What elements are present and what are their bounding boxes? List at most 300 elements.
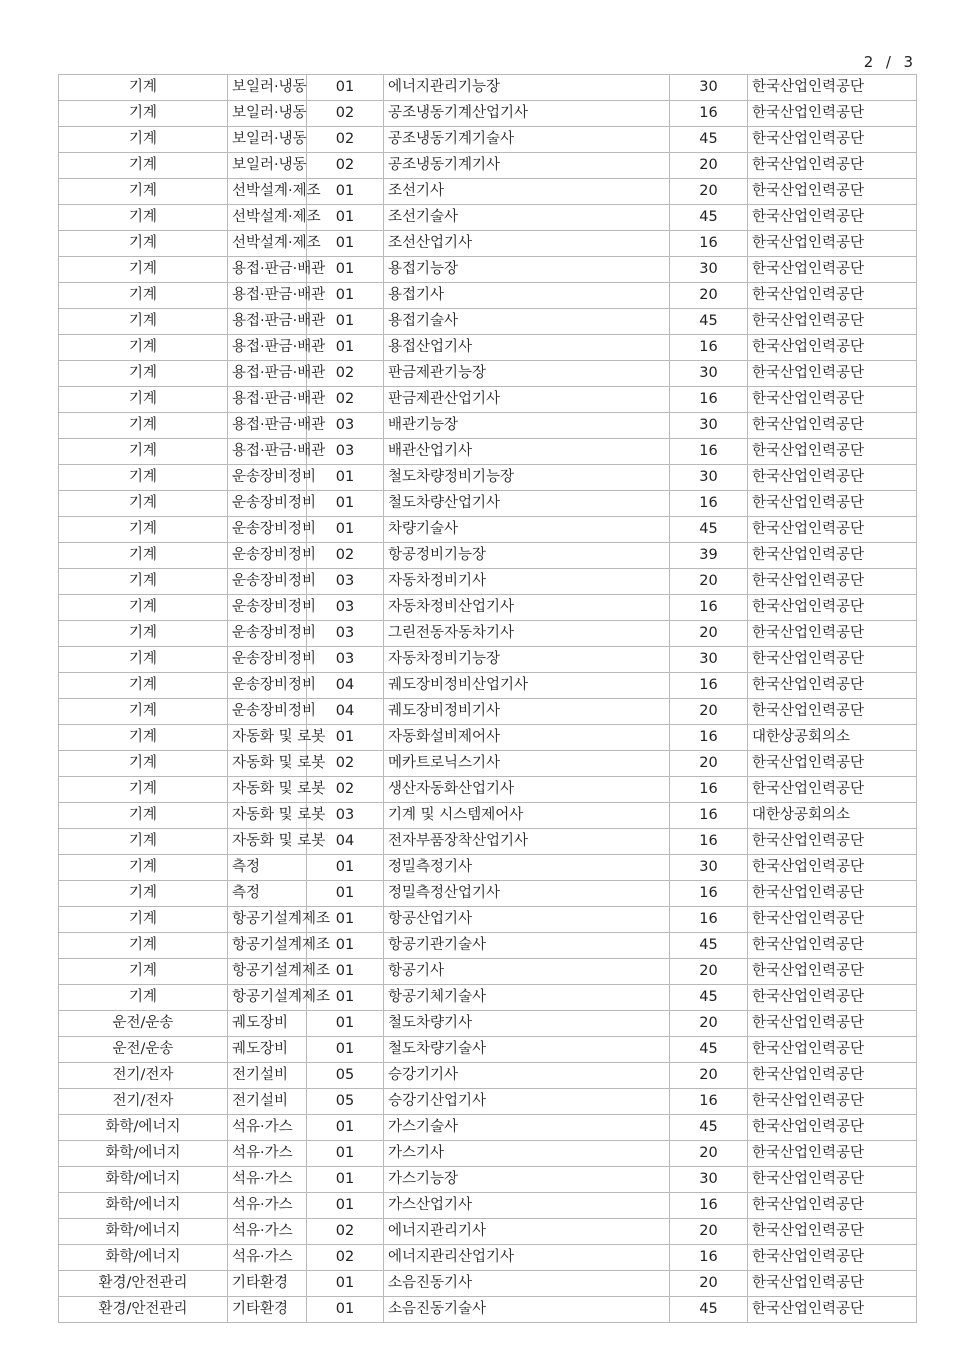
code-cell: 03 xyxy=(307,413,384,439)
table-row xyxy=(59,75,917,101)
table-row xyxy=(59,621,917,647)
subfield-cell: 석유·가스 xyxy=(228,1193,307,1219)
code-cell: 01 xyxy=(307,335,384,361)
organization-cell: 한국산업인력공단 xyxy=(748,491,917,517)
table-row xyxy=(59,1063,917,1089)
field-cell: 화학/에너지 xyxy=(59,1141,228,1167)
credit-cell: 20 xyxy=(670,751,748,777)
subfield-cell: 자동화 및 로봇 xyxy=(228,751,307,777)
field-cell: 기계 xyxy=(59,829,228,855)
code-cell: 04 xyxy=(307,699,384,725)
subfield-cell: 용접·판금·배관 xyxy=(228,283,307,309)
organization-cell: 대한상공회의소 xyxy=(748,803,917,829)
certificate-name-cell: 전자부품장착산업기사 xyxy=(384,829,670,855)
credit-cell: 45 xyxy=(670,127,748,153)
organization-cell: 한국산업인력공단 xyxy=(748,1037,917,1063)
subfield-cell: 운송장비정비 xyxy=(228,673,307,699)
credit-cell: 45 xyxy=(670,205,748,231)
certificate-name-cell: 항공기체기술사 xyxy=(384,985,670,1011)
subfield-cell: 보일러·냉동 xyxy=(228,75,307,101)
table-row xyxy=(59,283,917,309)
organization-cell: 한국산업인력공단 xyxy=(748,127,917,153)
certificate-name-cell: 철도차량기술사 xyxy=(384,1037,670,1063)
table-row xyxy=(59,205,917,231)
table-row xyxy=(59,959,917,985)
organization-cell: 한국산업인력공단 xyxy=(748,933,917,959)
field-cell: 기계 xyxy=(59,517,228,543)
credit-cell: 16 xyxy=(670,231,748,257)
organization-cell: 한국산업인력공단 xyxy=(748,1167,917,1193)
organization-cell: 한국산업인력공단 xyxy=(748,777,917,803)
page-number: 2 / 3 xyxy=(863,53,914,71)
field-cell: 기계 xyxy=(59,699,228,725)
subfield-cell: 기타환경 xyxy=(228,1271,307,1297)
subfield-cell: 석유·가스 xyxy=(228,1167,307,1193)
organization-cell: 한국산업인력공단 xyxy=(748,699,917,725)
field-cell: 기계 xyxy=(59,725,228,751)
organization-cell: 한국산업인력공단 xyxy=(748,1141,917,1167)
subfield-cell: 용접·판금·배관 xyxy=(228,335,307,361)
table-row xyxy=(59,881,917,907)
table-row xyxy=(59,647,917,673)
credit-cell: 16 xyxy=(670,387,748,413)
organization-cell: 한국산업인력공단 xyxy=(748,205,917,231)
organization-cell: 한국산업인력공단 xyxy=(748,881,917,907)
subfield-cell: 항공기설계제조 xyxy=(228,985,307,1011)
field-cell: 기계 xyxy=(59,127,228,153)
code-cell: 01 xyxy=(307,1115,384,1141)
field-cell: 운전/운송 xyxy=(59,1037,228,1063)
credit-cell: 16 xyxy=(670,335,748,361)
credit-cell: 20 xyxy=(670,699,748,725)
code-cell: 01 xyxy=(307,1193,384,1219)
organization-cell: 한국산업인력공단 xyxy=(748,361,917,387)
table-row xyxy=(59,1297,917,1323)
organization-cell: 한국산업인력공단 xyxy=(748,647,917,673)
certificate-name-cell: 자동차정비기사 xyxy=(384,569,670,595)
table-row xyxy=(59,127,917,153)
field-cell: 기계 xyxy=(59,205,228,231)
organization-cell: 한국산업인력공단 xyxy=(748,309,917,335)
field-cell: 기계 xyxy=(59,543,228,569)
organization-cell: 한국산업인력공단 xyxy=(748,1245,917,1271)
table-row xyxy=(59,569,917,595)
subfield-cell: 석유·가스 xyxy=(228,1245,307,1271)
field-cell: 전기/전자 xyxy=(59,1063,228,1089)
code-cell: 01 xyxy=(307,75,384,101)
certificate-name-cell: 공조냉동기계산업기사 xyxy=(384,101,670,127)
credit-cell: 45 xyxy=(670,1297,748,1323)
credit-cell: 16 xyxy=(670,673,748,699)
table-row xyxy=(59,335,917,361)
table-row xyxy=(59,1193,917,1219)
credit-cell: 45 xyxy=(670,1115,748,1141)
credit-cell: 16 xyxy=(670,829,748,855)
field-cell: 기계 xyxy=(59,257,228,283)
credit-cell: 16 xyxy=(670,1193,748,1219)
table-row xyxy=(59,491,917,517)
subfield-cell: 기타환경 xyxy=(228,1297,307,1323)
certificate-name-cell: 기계 및 시스템제어사 xyxy=(384,803,670,829)
credit-cell: 45 xyxy=(670,517,748,543)
table-row xyxy=(59,1219,917,1245)
credit-cell: 30 xyxy=(670,465,748,491)
code-cell: 03 xyxy=(307,439,384,465)
field-cell: 기계 xyxy=(59,465,228,491)
certificate-name-cell: 용접기술사 xyxy=(384,309,670,335)
certificate-name-cell: 항공산업기사 xyxy=(384,907,670,933)
credit-cell: 20 xyxy=(670,569,748,595)
credit-cell: 16 xyxy=(670,595,748,621)
organization-cell: 대한상공회의소 xyxy=(748,725,917,751)
subfield-cell: 용접·판금·배관 xyxy=(228,387,307,413)
table-row xyxy=(59,257,917,283)
field-cell: 기계 xyxy=(59,153,228,179)
certificate-name-cell: 용접산업기사 xyxy=(384,335,670,361)
field-cell: 기계 xyxy=(59,335,228,361)
table-row xyxy=(59,1037,917,1063)
credit-cell: 20 xyxy=(670,959,748,985)
certificate-name-cell: 배관산업기사 xyxy=(384,439,670,465)
subfield-cell: 석유·가스 xyxy=(228,1141,307,1167)
field-cell: 기계 xyxy=(59,855,228,881)
field-cell: 화학/에너지 xyxy=(59,1115,228,1141)
table-row xyxy=(59,751,917,777)
credit-cell: 16 xyxy=(670,439,748,465)
subfield-cell: 항공기설계제조 xyxy=(228,959,307,985)
credit-cell: 20 xyxy=(670,1011,748,1037)
field-cell: 기계 xyxy=(59,803,228,829)
certificate-name-cell: 에너지관리기능장 xyxy=(384,75,670,101)
credit-cell: 45 xyxy=(670,1037,748,1063)
subfield-cell: 석유·가스 xyxy=(228,1115,307,1141)
subfield-cell: 자동화 및 로봇 xyxy=(228,829,307,855)
organization-cell: 한국산업인력공단 xyxy=(748,101,917,127)
credit-cell: 16 xyxy=(670,777,748,803)
organization-cell: 한국산업인력공단 xyxy=(748,1297,917,1323)
subfield-cell: 운송장비정비 xyxy=(228,647,307,673)
certificate-name-cell: 소음진동기술사 xyxy=(384,1297,670,1323)
code-cell: 02 xyxy=(307,127,384,153)
field-cell: 화학/에너지 xyxy=(59,1219,228,1245)
certificate-name-cell: 자동차정비기능장 xyxy=(384,647,670,673)
certificate-name-cell: 가스기술사 xyxy=(384,1115,670,1141)
organization-cell: 한국산업인력공단 xyxy=(748,387,917,413)
field-cell: 기계 xyxy=(59,673,228,699)
code-cell: 01 xyxy=(307,907,384,933)
subfield-cell: 전기설비 xyxy=(228,1089,307,1115)
code-cell: 03 xyxy=(307,595,384,621)
field-cell: 전기/전자 xyxy=(59,1089,228,1115)
code-cell: 03 xyxy=(307,569,384,595)
subfield-cell: 선박설계·제조 xyxy=(228,179,307,205)
table-row xyxy=(59,855,917,881)
certificate-name-cell: 메카트로닉스기사 xyxy=(384,751,670,777)
code-cell: 02 xyxy=(307,1245,384,1271)
organization-cell: 한국산업인력공단 xyxy=(748,231,917,257)
certificate-name-cell: 정밀측정기사 xyxy=(384,855,670,881)
code-cell: 02 xyxy=(307,387,384,413)
field-cell: 기계 xyxy=(59,439,228,465)
certificate-name-cell: 자동화설비제어사 xyxy=(384,725,670,751)
credit-cell: 45 xyxy=(670,309,748,335)
credit-cell: 20 xyxy=(670,1219,748,1245)
field-cell: 기계 xyxy=(59,621,228,647)
subfield-cell: 자동화 및 로봇 xyxy=(228,725,307,751)
certificate-name-cell: 공조냉동기계기술사 xyxy=(384,127,670,153)
table-row xyxy=(59,673,917,699)
certificate-name-cell: 항공기관기술사 xyxy=(384,933,670,959)
field-cell: 화학/에너지 xyxy=(59,1245,228,1271)
code-cell: 04 xyxy=(307,829,384,855)
table-row xyxy=(59,595,917,621)
certificate-name-cell: 가스산업기사 xyxy=(384,1193,670,1219)
certificate-name-cell: 조선기사 xyxy=(384,179,670,205)
table-row xyxy=(59,985,917,1011)
subfield-cell: 자동화 및 로봇 xyxy=(228,777,307,803)
credit-cell: 20 xyxy=(670,1063,748,1089)
table-row xyxy=(59,829,917,855)
table-row xyxy=(59,543,917,569)
credit-cell: 20 xyxy=(670,621,748,647)
code-cell: 02 xyxy=(307,1219,384,1245)
field-cell: 기계 xyxy=(59,569,228,595)
credit-cell: 30 xyxy=(670,647,748,673)
subfield-cell: 보일러·냉동 xyxy=(228,127,307,153)
organization-cell: 한국산업인력공단 xyxy=(748,569,917,595)
field-cell: 기계 xyxy=(59,595,228,621)
organization-cell: 한국산업인력공단 xyxy=(748,985,917,1011)
code-cell: 01 xyxy=(307,1271,384,1297)
field-cell: 기계 xyxy=(59,751,228,777)
certificate-name-cell: 철도차량산업기사 xyxy=(384,491,670,517)
certificate-name-cell: 용접기능장 xyxy=(384,257,670,283)
credit-cell: 30 xyxy=(670,413,748,439)
subfield-cell: 운송장비정비 xyxy=(228,543,307,569)
credit-cell: 16 xyxy=(670,881,748,907)
organization-cell: 한국산업인력공단 xyxy=(748,413,917,439)
field-cell: 기계 xyxy=(59,933,228,959)
credit-cell: 16 xyxy=(670,803,748,829)
certificate-name-cell: 판금제관산업기사 xyxy=(384,387,670,413)
credit-cell: 30 xyxy=(670,855,748,881)
credit-cell: 20 xyxy=(670,1271,748,1297)
subfield-cell: 측정 xyxy=(228,855,307,881)
table-row xyxy=(59,699,917,725)
organization-cell: 한국산업인력공단 xyxy=(748,1193,917,1219)
code-cell: 01 xyxy=(307,465,384,491)
certificate-name-cell: 항공기사 xyxy=(384,959,670,985)
field-cell: 기계 xyxy=(59,907,228,933)
table-row xyxy=(59,1245,917,1271)
certificate-name-cell: 궤도장비정비기사 xyxy=(384,699,670,725)
code-cell: 01 xyxy=(307,959,384,985)
credit-cell: 16 xyxy=(670,1089,748,1115)
certification-table xyxy=(58,74,917,1323)
code-cell: 02 xyxy=(307,361,384,387)
subfield-cell: 석유·가스 xyxy=(228,1219,307,1245)
code-cell: 01 xyxy=(307,491,384,517)
certificate-name-cell: 용접기사 xyxy=(384,283,670,309)
field-cell: 화학/에너지 xyxy=(59,1167,228,1193)
table-row xyxy=(59,309,917,335)
field-cell: 기계 xyxy=(59,75,228,101)
table-row xyxy=(59,1089,917,1115)
code-cell: 05 xyxy=(307,1089,384,1115)
code-cell: 02 xyxy=(307,153,384,179)
certificate-name-cell: 승강기기사 xyxy=(384,1063,670,1089)
field-cell: 기계 xyxy=(59,283,228,309)
table-row xyxy=(59,1167,917,1193)
organization-cell: 한국산업인력공단 xyxy=(748,1219,917,1245)
subfield-cell: 전기설비 xyxy=(228,1063,307,1089)
organization-cell: 한국산업인력공단 xyxy=(748,439,917,465)
code-cell: 01 xyxy=(307,1037,384,1063)
organization-cell: 한국산업인력공단 xyxy=(748,959,917,985)
subfield-cell: 항공기설계제조 xyxy=(228,933,307,959)
subfield-cell: 측정 xyxy=(228,881,307,907)
certificate-name-cell: 철도차량정비기능장 xyxy=(384,465,670,491)
subfield-cell: 운송장비정비 xyxy=(228,517,307,543)
table-row xyxy=(59,517,917,543)
code-cell: 02 xyxy=(307,101,384,127)
certificate-name-cell: 차량기술사 xyxy=(384,517,670,543)
certificate-name-cell: 조선산업기사 xyxy=(384,231,670,257)
certificate-name-cell: 생산자동화산업기사 xyxy=(384,777,670,803)
code-cell: 02 xyxy=(307,777,384,803)
field-cell: 운전/운송 xyxy=(59,1011,228,1037)
organization-cell: 한국산업인력공단 xyxy=(748,1271,917,1297)
subfield-cell: 보일러·냉동 xyxy=(228,101,307,127)
certificate-name-cell: 에너지관리산업기사 xyxy=(384,1245,670,1271)
organization-cell: 한국산업인력공단 xyxy=(748,907,917,933)
certificate-name-cell: 철도차량기사 xyxy=(384,1011,670,1037)
table-row xyxy=(59,361,917,387)
credit-cell: 20 xyxy=(670,153,748,179)
table-body xyxy=(59,75,917,1323)
code-cell: 01 xyxy=(307,179,384,205)
certificate-name-cell: 조선기술사 xyxy=(384,205,670,231)
field-cell: 기계 xyxy=(59,985,228,1011)
organization-cell: 한국산업인력공단 xyxy=(748,179,917,205)
subfield-cell: 항공기설계제조 xyxy=(228,907,307,933)
organization-cell: 한국산업인력공단 xyxy=(748,595,917,621)
certificate-name-cell: 판금제관기능장 xyxy=(384,361,670,387)
code-cell: 03 xyxy=(307,621,384,647)
organization-cell: 한국산업인력공단 xyxy=(748,1089,917,1115)
subfield-cell: 운송장비정비 xyxy=(228,595,307,621)
code-cell: 02 xyxy=(307,751,384,777)
subfield-cell: 용접·판금·배관 xyxy=(228,439,307,465)
code-cell: 05 xyxy=(307,1063,384,1089)
organization-cell: 한국산업인력공단 xyxy=(748,283,917,309)
field-cell: 기계 xyxy=(59,881,228,907)
table-row xyxy=(59,803,917,829)
organization-cell: 한국산업인력공단 xyxy=(748,543,917,569)
credit-cell: 20 xyxy=(670,283,748,309)
organization-cell: 한국산업인력공단 xyxy=(748,517,917,543)
table-row xyxy=(59,179,917,205)
table-row xyxy=(59,907,917,933)
code-cell: 01 xyxy=(307,1297,384,1323)
credit-cell: 16 xyxy=(670,101,748,127)
field-cell: 기계 xyxy=(59,101,228,127)
field-cell: 기계 xyxy=(59,361,228,387)
certificate-name-cell: 공조냉동기계기사 xyxy=(384,153,670,179)
code-cell: 01 xyxy=(307,517,384,543)
certificate-name-cell: 그린전동자동차기사 xyxy=(384,621,670,647)
certificate-name-cell: 가스기능장 xyxy=(384,1167,670,1193)
table-row xyxy=(59,1141,917,1167)
field-cell: 환경/안전관리 xyxy=(59,1297,228,1323)
field-cell: 기계 xyxy=(59,647,228,673)
subfield-cell: 궤도장비 xyxy=(228,1011,307,1037)
organization-cell: 한국산업인력공단 xyxy=(748,1063,917,1089)
organization-cell: 한국산업인력공단 xyxy=(748,153,917,179)
certificate-name-cell: 소음진동기사 xyxy=(384,1271,670,1297)
organization-cell: 한국산업인력공단 xyxy=(748,829,917,855)
table-row xyxy=(59,439,917,465)
field-cell: 기계 xyxy=(59,777,228,803)
organization-cell: 한국산업인력공단 xyxy=(748,335,917,361)
code-cell: 03 xyxy=(307,647,384,673)
code-cell: 01 xyxy=(307,231,384,257)
subfield-cell: 용접·판금·배관 xyxy=(228,257,307,283)
code-cell: 01 xyxy=(307,725,384,751)
credit-cell: 16 xyxy=(670,725,748,751)
organization-cell: 한국산업인력공단 xyxy=(748,257,917,283)
code-cell: 04 xyxy=(307,673,384,699)
code-cell: 01 xyxy=(307,205,384,231)
subfield-cell: 운송장비정비 xyxy=(228,699,307,725)
organization-cell: 한국산업인력공단 xyxy=(748,855,917,881)
subfield-cell: 운송장비정비 xyxy=(228,621,307,647)
organization-cell: 한국산업인력공단 xyxy=(748,1011,917,1037)
subfield-cell: 보일러·냉동 xyxy=(228,153,307,179)
code-cell: 01 xyxy=(307,855,384,881)
certificate-name-cell: 정밀측정산업기사 xyxy=(384,881,670,907)
certificate-name-cell: 승강기산업기사 xyxy=(384,1089,670,1115)
subfield-cell: 용접·판금·배관 xyxy=(228,361,307,387)
field-cell: 기계 xyxy=(59,231,228,257)
field-cell: 환경/안전관리 xyxy=(59,1271,228,1297)
code-cell: 02 xyxy=(307,543,384,569)
field-cell: 기계 xyxy=(59,309,228,335)
credit-cell: 30 xyxy=(670,257,748,283)
table-row xyxy=(59,231,917,257)
field-cell: 기계 xyxy=(59,387,228,413)
table-row xyxy=(59,725,917,751)
credit-cell: 30 xyxy=(670,361,748,387)
organization-cell: 한국산업인력공단 xyxy=(748,751,917,777)
organization-cell: 한국산업인력공단 xyxy=(748,673,917,699)
credit-cell: 39 xyxy=(670,543,748,569)
field-cell: 기계 xyxy=(59,413,228,439)
credit-cell: 45 xyxy=(670,985,748,1011)
table-row xyxy=(59,933,917,959)
table-row xyxy=(59,465,917,491)
subfield-cell: 궤도장비 xyxy=(228,1037,307,1063)
credit-cell: 20 xyxy=(670,179,748,205)
code-cell: 01 xyxy=(307,1167,384,1193)
code-cell: 01 xyxy=(307,257,384,283)
certificate-name-cell: 에너지관리기사 xyxy=(384,1219,670,1245)
subfield-cell: 용접·판금·배관 xyxy=(228,413,307,439)
subfield-cell: 운송장비정비 xyxy=(228,465,307,491)
code-cell: 01 xyxy=(307,1011,384,1037)
code-cell: 01 xyxy=(307,283,384,309)
table-row xyxy=(59,1115,917,1141)
